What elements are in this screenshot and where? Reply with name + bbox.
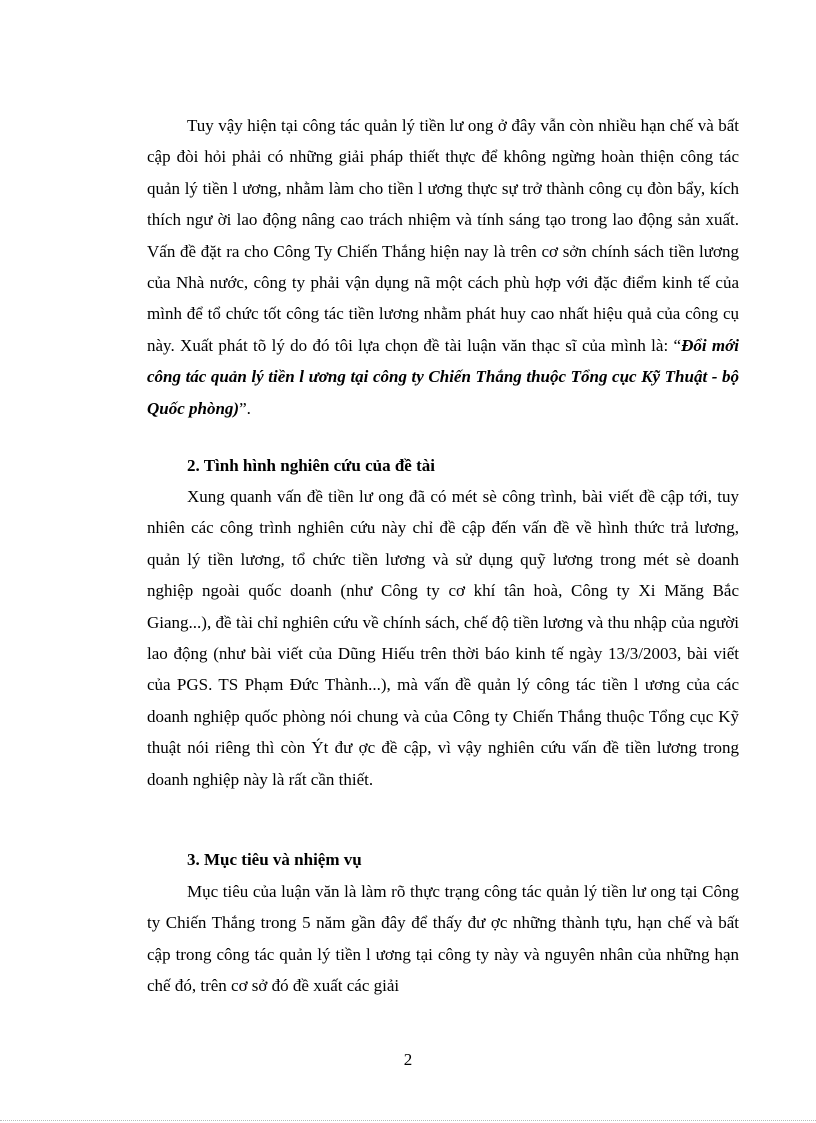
page-bottom-divider xyxy=(0,1120,816,1121)
section-heading-research-status: 2. Tình hình nghiên cứu của đề tài xyxy=(187,456,435,475)
paragraph-objectives: Mục tiêu của luận văn là làm rõ thực trạng công tác quản lý tiền lư ong tại Công ty Chiến Thắng trong 5 năm gần đây để thấy đư ợc những thành tựu, hạn chế và bất cập trong công tác quản lý tiền l ương tại công ty này và nguyên nhân của những hạn chế đó, trên cơ sở đó đề xuất các giải xyxy=(147,882,739,996)
paragraph-intro-text: Tuy vậy hiện tại công tác quản lý tiền lư ong ở đây vẫn còn nhiều hạn chế và bất cập đòi hỏi phải có những giải pháp thiết thực để không ngừng hoàn thiện công tác quản lý tiền l ương, nhằm làm cho tiền l ương thực sự trở thành công cụ đòn bẩy, kích thích ngư ời lao động nâng cao trách nhiệm và tính sáng tạo trong lao động sản xuất. Vấn đề đặt ra cho Công Ty Chiến Thắng hiện nay là trên cơ sởn chính sách tiền lương của Nhà nước, công ty phải vận dụng nã một cách phù hợp với đặc điểm kinh tế của mình để tổ chức tốt công tác tiền lương nhằm phát huy cao nhất hiệu quả của công cụ này. Xuất phát tõ lý do đó tôi lựa chọn đề tài luận văn thạc sĩ của mình là: “ xyxy=(147,116,739,355)
paragraph-intro-ending: ”. xyxy=(239,398,251,418)
page-number: 2 xyxy=(403,1050,413,1069)
paragraph-intro xyxy=(147,110,739,424)
section-heading-objectives: 3. Mục tiêu và nhiệm vụ xyxy=(187,850,362,869)
thesis-title-emphasis: Đổi mới công tác quản lý tiền l ương tại công ty Chiến Thắng thuộc Tổng cục Kỹ Thuật - bộ Quốc phòng) xyxy=(147,335,739,418)
paragraph-research-status: Xung quanh vấn đề tiền lư ong đã có mét sè công trình, bài viết đề cập tới, tuy nhiên các công trình nghiên cứu này chỉ đề cập đến vấn đề về hình thức trả lương, quản lý tiền lương, tổ chức tiền lương và sử dụng quỹ lương trong mét sè doanh nghiệp ngoài quốc doanh (như Công ty cơ khí tân hoà, Công ty Xi Măng Bắc Giang...), đề tài chỉ nghiên cứu về chính sách, chế độ tiền lương và thu nhập của người lao động (như bài viết của Dũng Hiếu trên thời báo kinh tế ngày 13/3/2003, bài viết của PGS. TS Phạm Đức Thành...), mà vấn đề quản lý công tác tiền l ương của các doanh nghiệp quốc phòng nói chung và của Công ty Chiến Thắng thuộc Tổng cục Kỹ thuật nói riêng thì còn Ýt đư ợc đề cập, vì vậy nghiên cứu vấn đề tiền lương trong doanh nghiệp này là rất cần thiết. xyxy=(147,487,739,789)
